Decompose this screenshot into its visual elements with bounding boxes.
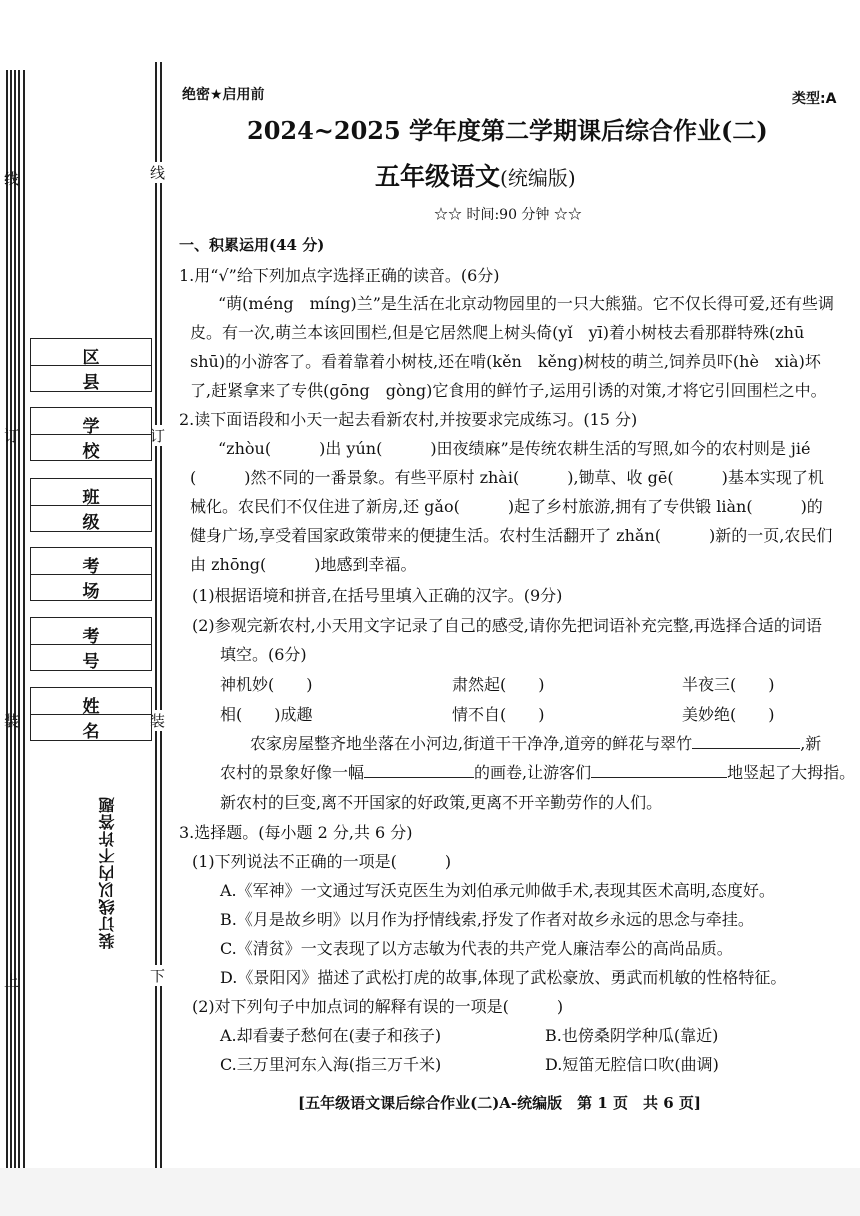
word-blank[interactable]: 神机妙( ): [220, 675, 313, 694]
q1-line: shū)的小游客了。看着靠着小树枝,还在啃(kěn kěng)树枝的萌兰,饲养员吓(hè xià)坏: [190, 352, 821, 371]
sub-question: (1)下列说法不正确的一项是( ): [192, 852, 452, 871]
field-class[interactable]: [30, 478, 152, 532]
sub-question: 填空。(6分): [220, 645, 307, 664]
paragraph-text: ,新: [800, 734, 822, 753]
binding-line: [14, 70, 16, 1216]
q1-line: 皮。有一次,萌兰本该回围栏,但是它居然爬上树头倚(yǐ yī)着小树枝去看那群特殊(zhū: [190, 323, 805, 342]
subject-edition: (统编版): [500, 166, 576, 190]
binding-line: [18, 70, 20, 1216]
question-title: 3.选择题。(每小题 2 分,共 6 分): [179, 823, 413, 842]
option-text: D.短笛无腔信口吹(曲调): [545, 1055, 719, 1074]
q2-line: 械化。农民们不仅住进了新房,还 gǎo( )起了乡村旅游,拥有了专供锻 liàn( )的: [190, 497, 823, 516]
question-title: 1.用“√”给下列加点字选择正确的读音。(6分): [179, 266, 500, 285]
binding-mark: 下: [150, 967, 166, 985]
binding-mark: 装: [150, 712, 166, 730]
field-label: 学校: [82, 417, 130, 462]
binding-mark: 装: [4, 712, 20, 730]
binding-line: [6, 70, 8, 1216]
option-text: A.《军神》一文通过写沃克医生为刘伯承元帅做手术,表现其医术高明,态度好。: [220, 881, 775, 900]
paragraph-text: 新农村的巨变,离不开国家的好政策,更离不开辛勤劳作的人们。: [220, 793, 663, 812]
field-label: 区县: [82, 348, 130, 393]
binding-mark: 订: [150, 427, 166, 445]
answer-blank[interactable]: [591, 777, 727, 778]
answer-blank[interactable]: [364, 777, 474, 778]
field-exam-number[interactable]: [30, 617, 152, 671]
binding-line: [10, 70, 12, 1216]
fill-paragraph: [220, 760, 855, 783]
field-district[interactable]: [30, 338, 152, 392]
paragraph-text: 农村的景象好像一幅: [220, 763, 365, 782]
field-label: 班级: [82, 488, 130, 533]
option-text: B.也傍桑阴学种瓜(靠近): [545, 1026, 719, 1045]
q2-line: ( )然不同的一番景象。有些平原村 zhài( ),锄草、收 gē( )基本实现了机: [190, 468, 824, 487]
binding-mark: 线: [150, 164, 166, 182]
option-text: C.《清贫》一文表现了以方志敏为代表的共产党人廉洁奉公的高尚品质。: [220, 939, 733, 958]
page-footer: [五年级语文课后综合作业(二)A-统编版 第 1 页 共 6 页]: [298, 1094, 702, 1112]
answer-blank[interactable]: [692, 748, 800, 749]
binding-line: [155, 62, 157, 1216]
q1-line: “萌(méng míng)兰”是生活在北京动物园里的一只大熊猫。它不仅长得可爱,还有些调: [218, 294, 834, 313]
type-label: 类型:A: [792, 91, 837, 107]
field-label: 考号: [82, 627, 130, 672]
subject-name: 五年级语文: [375, 162, 501, 191]
q2-line: 健身广场,享受着国家政策带来的便捷生活。农村生活翻开了 zhǎn( )新的一页,农民们: [190, 526, 833, 545]
field-school[interactable]: [30, 407, 152, 461]
option-text: B.《月是故乡明》以月作为抒情线索,抒发了作者对故乡永远的思念与牵挂。: [220, 910, 754, 929]
page-title: 2024~2025 学年度第二学期课后综合作业(二): [247, 116, 768, 145]
page-bottom-margin: [0, 1168, 860, 1216]
option-text: D.《景阳冈》描述了武松打虎的故事,体现了武松豪放、勇武而机敏的性格特征。: [220, 968, 787, 987]
fill-paragraph: [250, 731, 821, 754]
word-blank[interactable]: 半夜三( ): [682, 675, 775, 694]
word-blank[interactable]: 情不自( ): [452, 705, 545, 724]
word-blank[interactable]: 相( )成趣: [220, 705, 313, 724]
binding-line: [23, 70, 25, 1216]
q1-line: 了,赶紧拿来了专供(gōng gòng)它食用的鲜竹子,运用引诱的对策,才将它引回围栏之中。: [190, 381, 827, 400]
binding-mark: 线: [4, 170, 20, 188]
paragraph-text: 农家房屋整齐地坐落在小河边,街道干干净净,道旁的鲜花与翠竹: [250, 734, 693, 753]
section-heading: 一、积累运用(44 分): [179, 236, 325, 254]
subject-heading: [375, 157, 576, 193]
field-label: 考场: [82, 557, 130, 602]
option-text: A.却看妻子愁何在(妻子和孩子): [220, 1026, 442, 1045]
sub-question: (2)参观完新农村,小天用文字记录了自己的感受,请你先把词语补充完整,再选择合适的词语: [192, 616, 822, 635]
question-title: 2.读下面语段和小天一起去看新农村,并按要求完成练习。(15 分): [179, 410, 638, 429]
binding-line: [160, 62, 162, 1216]
field-exam-room[interactable]: [30, 547, 152, 601]
word-blank[interactable]: 肃然起( ): [452, 675, 545, 694]
binding-warning: 装订线以内不许答题: [98, 796, 117, 949]
q2-line: “zhòu( )出 yún( )田夜绩麻”是传统农耕生活的写照,如今的农村则是 jié: [218, 439, 811, 458]
binding-mark: 订: [4, 427, 20, 445]
field-label: 姓名: [82, 697, 130, 742]
sub-question: (1)根据语境和拼音,在括号里填入正确的汉字。(9分): [192, 586, 563, 605]
q2-line: 由 zhōng( )地感到幸福。: [190, 555, 417, 574]
field-name[interactable]: [30, 687, 152, 741]
time-limit: ☆☆ 时间:90 分钟 ☆☆: [434, 207, 582, 223]
sub-question: (2)对下列句子中加点词的解释有误的一项是( ): [192, 997, 564, 1016]
secret-label: 绝密★启用前: [182, 87, 265, 103]
binding-warning-box: [86, 796, 126, 976]
word-blank[interactable]: 美妙绝( ): [682, 705, 775, 724]
binding-mark: 上: [4, 972, 20, 990]
paragraph-text: 地竖起了大拇指。: [727, 763, 856, 782]
paragraph-text: 的画卷,让游客们: [474, 763, 592, 782]
option-text: C.三万里河东入海(指三万千米): [220, 1055, 442, 1074]
